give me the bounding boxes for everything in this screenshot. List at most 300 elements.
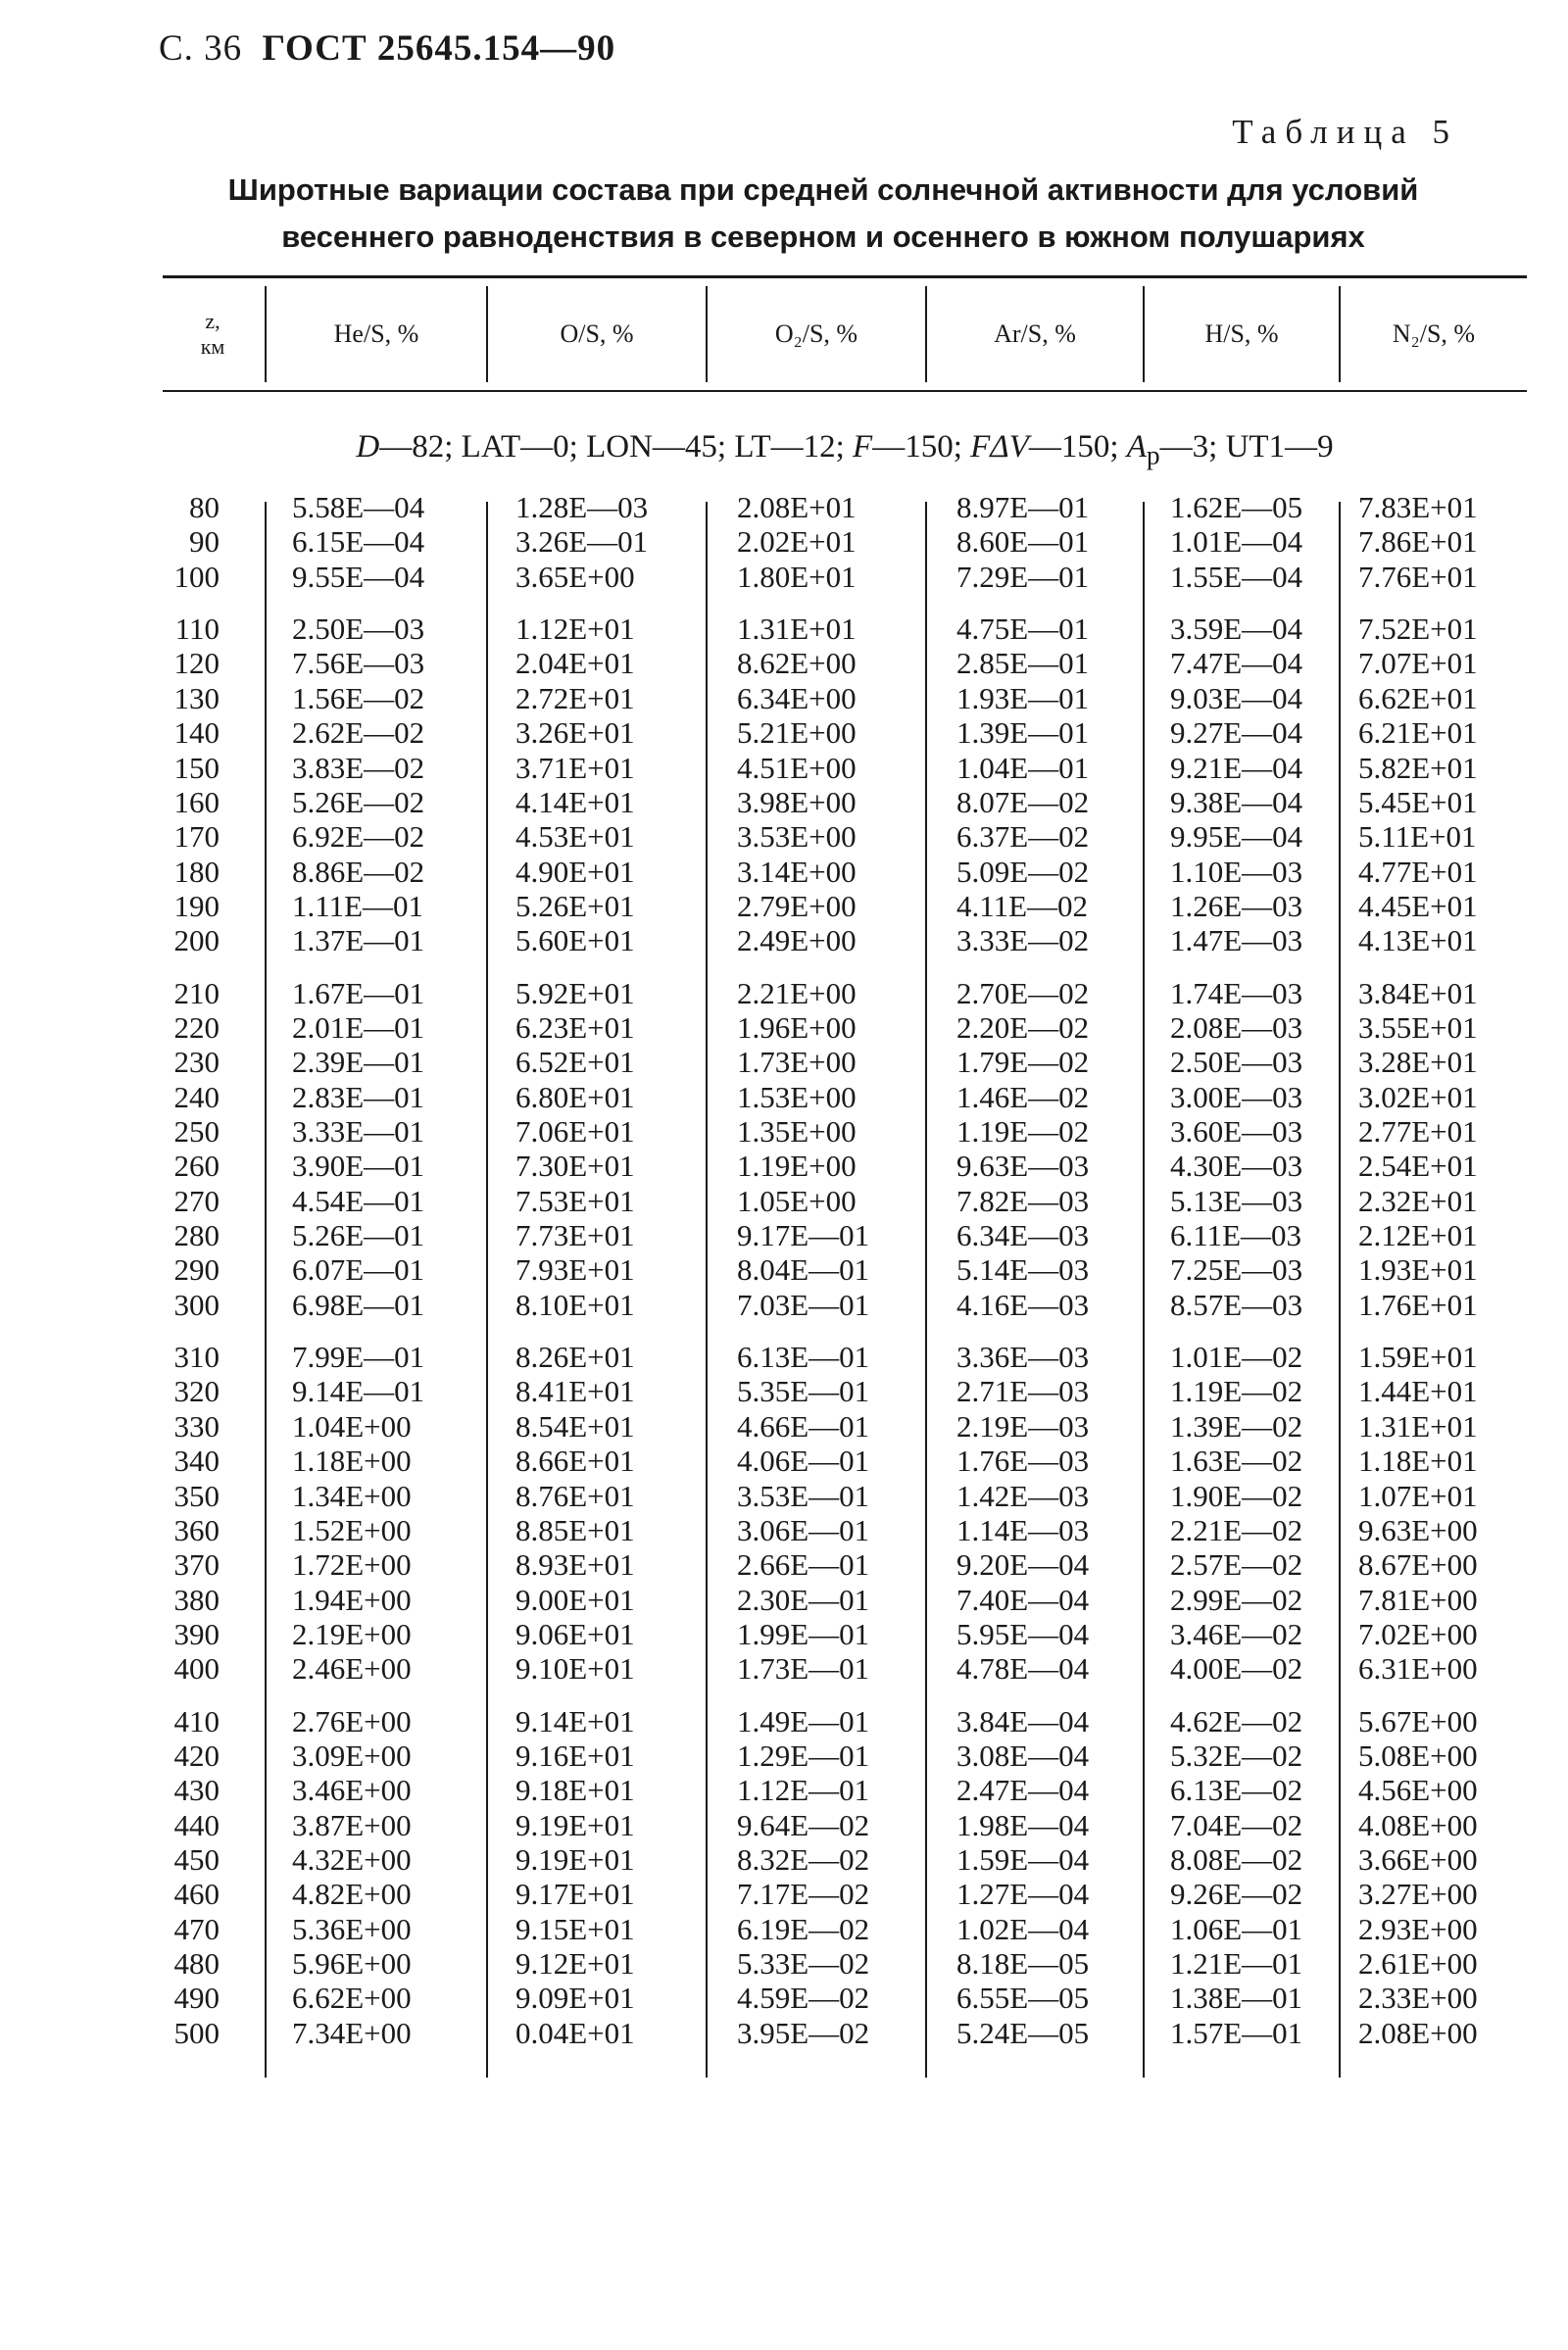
o-cell: 8.66E+01 <box>515 1444 635 1479</box>
n2-cell: 5.11E+01 <box>1358 819 1477 855</box>
o2-cell: 7.03E—01 <box>737 1287 870 1322</box>
table-row <box>163 785 1527 819</box>
table-row <box>163 560 1527 594</box>
altitude-cell: 460 <box>173 1877 220 1912</box>
h-cell: 3.46E—02 <box>1170 1616 1303 1651</box>
ar-cell: 2.47E—04 <box>956 1773 1090 1808</box>
ar-cell: 1.59E—04 <box>956 1842 1090 1877</box>
h-cell: 1.01E—04 <box>1170 524 1303 560</box>
altitude-cell: 480 <box>173 1946 220 1981</box>
n2-cell: 7.02E+00 <box>1358 1616 1478 1651</box>
altitude-cell: 230 <box>173 1045 220 1080</box>
altitude-cell: 430 <box>173 1773 220 1808</box>
o2-cell: 6.34E+00 <box>737 680 857 715</box>
altitude-cell: 490 <box>173 1981 220 2016</box>
he-cell: 8.86E—02 <box>292 854 425 889</box>
altitude-cell: 410 <box>173 1703 220 1738</box>
altitude-cell: 400 <box>173 1651 220 1687</box>
h-cell: 1.55E—04 <box>1170 559 1303 594</box>
n2-cell: 2.61E+00 <box>1358 1946 1478 1981</box>
o-cell: 9.14E+01 <box>515 1703 635 1738</box>
h-cell: 1.63E—02 <box>1170 1444 1303 1479</box>
ar-cell: 1.93E—01 <box>956 680 1090 715</box>
param-ap-value: —3; UT1—9 <box>1159 429 1334 465</box>
altitude-cell: 280 <box>173 1218 220 1252</box>
o2-cell: 1.31E+01 <box>737 612 857 647</box>
n2-cell: 6.62E+01 <box>1358 680 1478 715</box>
param-ap-label: A <box>1126 429 1147 465</box>
table-row <box>163 889 1527 923</box>
altitude-cell: 160 <box>173 784 220 819</box>
table-row <box>163 524 1527 559</box>
o2-cell: 2.49E+00 <box>737 923 857 958</box>
o-cell: 8.26E+01 <box>515 1340 635 1375</box>
n2-cell: 2.33E+00 <box>1358 1981 1478 2016</box>
ar-cell: 8.97E—01 <box>956 490 1090 524</box>
he-cell: 6.07E—01 <box>292 1252 425 1288</box>
altitude-cell: 80 <box>189 490 220 524</box>
o2-cell: 4.59E—02 <box>737 1981 870 2016</box>
ar-cell: 5.14E—03 <box>956 1252 1090 1288</box>
o-cell: 9.15E+01 <box>515 1911 635 1946</box>
o2-cell: 6.19E—02 <box>737 1911 870 1946</box>
o2-cell: 3.98E+00 <box>737 784 857 819</box>
o-cell: 3.26E+01 <box>515 715 635 751</box>
ar-cell: 3.84E—04 <box>956 1703 1090 1738</box>
he-cell: 2.62E—02 <box>292 715 425 751</box>
n2-cell: 2.12E+01 <box>1358 1218 1478 1252</box>
h-cell: 9.26E—02 <box>1170 1877 1303 1912</box>
h-cell: 2.50E—03 <box>1170 1045 1303 1080</box>
altitude-cell: 180 <box>173 854 220 889</box>
o-cell: 8.85E+01 <box>515 1512 635 1547</box>
ar-cell: 3.36E—03 <box>956 1340 1090 1375</box>
ar-cell: 4.16E—03 <box>956 1287 1090 1322</box>
ar-cell: 2.70E—02 <box>956 975 1090 1010</box>
o-cell: 7.73E+01 <box>515 1218 635 1252</box>
table-row <box>163 1045 1527 1079</box>
ar-cell: 4.78E—04 <box>956 1651 1090 1687</box>
altitude-cell: 350 <box>173 1478 220 1513</box>
param-d-value: —82; LAT—0; LON—45; LT—12; <box>379 429 854 465</box>
ar-cell: 7.40E—04 <box>956 1582 1090 1617</box>
ar-cell: 8.18E—05 <box>956 1946 1090 1981</box>
o-cell: 1.28E—03 <box>515 490 649 524</box>
h-cell: 9.95E—04 <box>1170 819 1303 855</box>
o2-cell: 7.17E—02 <box>737 1877 870 1912</box>
n2-cell: 4.77E+01 <box>1358 854 1478 889</box>
h-cell: 4.62E—02 <box>1170 1703 1303 1738</box>
o-cell: 2.72E+01 <box>515 680 635 715</box>
he-cell: 6.15E—04 <box>292 524 425 560</box>
ar-cell: 1.79E—02 <box>956 1045 1090 1080</box>
table-row <box>163 1704 1527 1738</box>
n2-cell: 1.93E+01 <box>1358 1252 1478 1288</box>
altitude-cell: 440 <box>173 1807 220 1842</box>
table-row <box>163 1513 1527 1547</box>
table-row <box>163 1374 1527 1408</box>
o-cell: 4.53E+01 <box>515 819 635 855</box>
he-cell: 6.92E—02 <box>292 819 425 855</box>
table-row <box>163 1184 1527 1218</box>
o2-cell: 9.17E—01 <box>737 1218 870 1252</box>
o-cell: 9.06E+01 <box>515 1616 635 1651</box>
o2-cell: 2.21E+00 <box>737 975 857 1010</box>
n2-cell: 3.28E+01 <box>1358 1045 1478 1080</box>
n2-cell: 7.76E+01 <box>1358 559 1478 594</box>
table-header-row <box>163 278 1527 390</box>
table-number: Таблица 5 <box>1232 113 1458 151</box>
h-cell: 9.03E—04 <box>1170 680 1303 715</box>
o-cell: 0.04E+01 <box>515 2015 635 2050</box>
h-cell: 9.21E—04 <box>1170 750 1303 785</box>
o2-cell: 1.80E+01 <box>737 559 857 594</box>
ar-cell: 5.95E—04 <box>956 1616 1090 1651</box>
he-cell: 3.83E—02 <box>292 750 425 785</box>
n2-cell: 2.08E+00 <box>1358 2015 1478 2050</box>
table-row <box>163 646 1527 680</box>
table-row <box>163 1288 1527 1322</box>
o-cell: 9.10E+01 <box>515 1651 635 1687</box>
h-cell: 2.08E—03 <box>1170 1009 1303 1045</box>
h-cell: 2.99E—02 <box>1170 1582 1303 1617</box>
h-cell: 3.59E—04 <box>1170 612 1303 647</box>
table-row <box>163 1946 1527 1981</box>
table-row <box>163 1444 1527 1478</box>
ar-cell: 6.55E—05 <box>956 1981 1090 2016</box>
o2-cell: 1.35E+00 <box>737 1114 857 1149</box>
table-row <box>163 819 1527 854</box>
altitude-cell: 300 <box>173 1287 220 1322</box>
o2-cell: 9.64E—02 <box>737 1807 870 1842</box>
altitude-cell: 250 <box>173 1114 220 1149</box>
param-ap-subscript: p <box>1146 439 1160 470</box>
altitude-cell: 420 <box>173 1738 220 1773</box>
h-cell: 7.04E—02 <box>1170 1807 1303 1842</box>
o-cell: 9.16E+01 <box>515 1738 635 1773</box>
he-cell: 2.76E+00 <box>292 1703 412 1738</box>
ar-cell: 8.60E—01 <box>956 524 1090 560</box>
table-title-line1: Широтные вариации состава при средней солнечной активности для условий <box>227 172 1419 207</box>
n2-cell: 5.45E+01 <box>1358 784 1478 819</box>
o2-cell: 4.06E—01 <box>737 1444 870 1479</box>
param-f-label: F <box>853 429 873 465</box>
ar-cell: 9.63E—03 <box>956 1149 1090 1184</box>
he-cell: 1.67E—01 <box>292 975 425 1010</box>
altitude-cell: 210 <box>173 975 220 1010</box>
o-cell: 9.09E+01 <box>515 1981 635 2016</box>
ar-cell: 1.19E—02 <box>956 1114 1090 1149</box>
table-row <box>163 1218 1527 1252</box>
altitude-cell: 120 <box>173 646 220 681</box>
o-cell: 5.26E+01 <box>515 888 635 923</box>
n2-cell: 3.02E+01 <box>1358 1079 1478 1114</box>
table-row <box>163 490 1527 524</box>
altitude-cell: 290 <box>173 1252 220 1288</box>
he-cell: 2.39E—01 <box>292 1045 425 1080</box>
altitude-cell: 100 <box>173 559 220 594</box>
ar-cell: 1.42E—03 <box>956 1478 1090 1513</box>
o-cell: 8.41E+01 <box>515 1374 635 1409</box>
he-cell: 3.87E+00 <box>292 1807 412 1842</box>
table-row <box>163 976 1527 1010</box>
he-cell: 4.32E+00 <box>292 1842 412 1877</box>
h-cell: 2.21E—02 <box>1170 1512 1303 1547</box>
o2-cell: 2.66E—01 <box>737 1547 870 1583</box>
param-fdv-value: —150; <box>1028 429 1127 465</box>
altitude-cell: 380 <box>173 1582 220 1617</box>
n2-cell: 4.45E+01 <box>1358 888 1478 923</box>
n2-cell: 7.07E+01 <box>1358 646 1478 681</box>
table-row <box>163 1583 1527 1617</box>
o2-cell: 5.35E—01 <box>737 1374 870 1409</box>
table-row <box>163 1617 1527 1651</box>
o2-cell: 4.66E—01 <box>737 1408 870 1444</box>
o-cell: 8.93E+01 <box>515 1547 635 1583</box>
altitude-cell: 270 <box>173 1183 220 1218</box>
altitude-cell: 500 <box>173 2015 220 2050</box>
he-cell: 3.46E+00 <box>292 1773 412 1808</box>
he-cell: 1.94E+00 <box>292 1582 412 1617</box>
n2-cell: 4.56E+00 <box>1358 1773 1478 1808</box>
o2-cell: 2.30E—01 <box>737 1582 870 1617</box>
table-row <box>163 1773 1527 1807</box>
o2-cell: 1.99E—01 <box>737 1616 870 1651</box>
he-cell: 1.04E+00 <box>292 1408 412 1444</box>
ar-cell: 1.46E—02 <box>956 1079 1090 1114</box>
altitude-cell: 170 <box>173 819 220 855</box>
column-header-z-unit: км <box>200 334 225 359</box>
h-cell: 2.57E—02 <box>1170 1547 1303 1583</box>
column-header-n2: N₂/S, % <box>1392 319 1476 348</box>
ar-cell: 7.82E—03 <box>956 1183 1090 1218</box>
he-cell: 2.19E+00 <box>292 1616 412 1651</box>
he-cell: 1.56E—02 <box>292 680 425 715</box>
altitude-cell: 130 <box>173 680 220 715</box>
he-cell: 1.37E—01 <box>292 923 425 958</box>
he-cell: 1.52E+00 <box>292 1512 412 1547</box>
altitude-cell: 320 <box>173 1374 220 1409</box>
o2-cell: 2.79E+00 <box>737 888 857 923</box>
h-cell: 1.26E—03 <box>1170 888 1303 923</box>
o2-cell: 3.53E+00 <box>737 819 857 855</box>
table-row <box>163 923 1527 957</box>
o-cell: 6.80E+01 <box>515 1079 635 1114</box>
n2-cell: 7.83E+01 <box>1358 490 1478 524</box>
o2-cell: 1.29E—01 <box>737 1738 870 1773</box>
table-title-line2: весеннего равноденствия в северном и осеннего в южном полушариях <box>281 220 1365 254</box>
table-row <box>163 1114 1527 1149</box>
table-row <box>163 1340 1527 1374</box>
he-cell: 6.98E—01 <box>292 1287 425 1322</box>
n2-cell: 6.31E+00 <box>1358 1651 1478 1687</box>
h-cell: 1.90E—02 <box>1170 1478 1303 1513</box>
ar-cell: 9.20E—04 <box>956 1547 1090 1583</box>
h-cell: 6.11E—03 <box>1170 1218 1302 1252</box>
table-row <box>163 1808 1527 1842</box>
n2-cell: 2.54E+01 <box>1358 1149 1478 1184</box>
n2-cell: 4.13E+01 <box>1358 923 1478 958</box>
h-cell: 7.25E—03 <box>1170 1252 1303 1288</box>
param-fdv-label: FΔV <box>970 429 1029 465</box>
h-cell: 3.00E—03 <box>1170 1079 1303 1114</box>
o2-cell: 5.21E+00 <box>737 715 857 751</box>
o-cell: 3.26E—01 <box>515 524 649 560</box>
ar-cell: 1.02E—04 <box>956 1911 1090 1946</box>
o2-cell: 6.13E—01 <box>737 1340 870 1375</box>
altitude-cell: 390 <box>173 1616 220 1651</box>
table-row <box>163 1912 1527 1946</box>
ar-cell: 2.20E—02 <box>956 1009 1090 1045</box>
column-header-ar: Ar/S, % <box>994 319 1076 348</box>
h-cell: 1.06E—01 <box>1170 1911 1303 1946</box>
he-cell: 2.50E—03 <box>292 612 425 647</box>
h-cell: 6.13E—02 <box>1170 1773 1303 1808</box>
altitude-cell: 110 <box>174 612 220 647</box>
ar-cell: 5.09E—02 <box>956 854 1090 889</box>
column-header-he: He/S, % <box>333 319 419 348</box>
n2-cell: 1.07E+01 <box>1358 1478 1478 1513</box>
ar-cell: 8.07E—02 <box>956 784 1090 819</box>
altitude-cell: 470 <box>173 1911 220 1946</box>
table-row <box>163 1651 1527 1686</box>
conditions-line <box>163 429 1527 471</box>
o-cell: 6.52E+01 <box>515 1045 635 1080</box>
n2-cell: 7.52E+01 <box>1358 612 1478 647</box>
n2-cell: 1.76E+01 <box>1358 1287 1478 1322</box>
altitude-cell: 190 <box>173 888 220 923</box>
altitude-cell: 220 <box>173 1009 220 1045</box>
ar-cell: 6.37E—02 <box>956 819 1090 855</box>
o2-cell: 1.73E+00 <box>737 1045 857 1080</box>
h-cell: 9.27E—04 <box>1170 715 1303 751</box>
n2-cell: 3.55E+01 <box>1358 1009 1478 1045</box>
he-cell: 5.58E—04 <box>292 490 425 524</box>
he-cell: 4.82E+00 <box>292 1877 412 1912</box>
o-cell: 2.04E+01 <box>515 646 635 681</box>
he-cell: 1.72E+00 <box>292 1547 412 1583</box>
n2-cell: 6.21E+01 <box>1358 715 1478 751</box>
h-cell: 9.38E—04 <box>1170 784 1303 819</box>
column-header-o2: O₂/S, % <box>774 319 858 348</box>
o2-cell: 1.19E+00 <box>737 1149 857 1184</box>
o2-cell: 5.33E—02 <box>737 1946 870 1981</box>
h-cell: 4.30E—03 <box>1170 1149 1303 1184</box>
n2-cell: 5.67E+00 <box>1358 1703 1478 1738</box>
o-cell: 1.12E+01 <box>515 612 635 647</box>
table-row <box>163 715 1527 750</box>
table-row <box>163 1981 1527 2015</box>
ar-cell: 1.14E—03 <box>956 1512 1090 1547</box>
he-cell: 7.56E—03 <box>292 646 425 681</box>
altitude-cell: 240 <box>173 1079 220 1114</box>
n2-cell: 4.08E+00 <box>1358 1807 1478 1842</box>
h-cell: 1.47E—03 <box>1170 923 1303 958</box>
param-f-value: —150; <box>872 429 971 465</box>
n2-cell: 9.63E+00 <box>1358 1512 1478 1547</box>
column-header-z <box>163 278 263 390</box>
o-cell: 9.19E+01 <box>515 1842 635 1877</box>
page-header <box>159 27 615 70</box>
table-row <box>163 1409 1527 1444</box>
altitude-cell: 310 <box>173 1340 220 1375</box>
o2-cell: 1.96E+00 <box>737 1009 857 1045</box>
n2-cell: 2.32E+01 <box>1358 1183 1478 1218</box>
he-cell: 2.46E+00 <box>292 1651 412 1687</box>
n2-cell: 3.27E+00 <box>1358 1877 1478 1912</box>
o2-cell: 1.12E—01 <box>737 1773 870 1808</box>
o2-cell: 3.06E—01 <box>737 1512 870 1547</box>
h-cell: 5.32E—02 <box>1170 1738 1303 1773</box>
h-cell: 1.57E—01 <box>1170 2015 1303 2050</box>
o-cell: 9.18E+01 <box>515 1773 635 1808</box>
h-cell: 1.21E—01 <box>1170 1946 1303 1981</box>
he-cell: 7.99E—01 <box>292 1340 425 1375</box>
h-cell: 1.01E—02 <box>1170 1340 1303 1375</box>
he-cell: 2.01E—01 <box>292 1009 425 1045</box>
he-cell: 5.26E—01 <box>292 1218 425 1252</box>
ar-cell: 3.08E—04 <box>956 1738 1090 1773</box>
o-cell: 5.60E+01 <box>515 923 635 958</box>
table-row <box>163 1479 1527 1513</box>
o-cell: 6.23E+01 <box>515 1009 635 1045</box>
page-number: С. 36 <box>159 28 243 69</box>
he-cell: 3.09E+00 <box>292 1738 412 1773</box>
o2-cell: 1.49E—01 <box>737 1703 870 1738</box>
altitude-cell: 370 <box>173 1547 220 1583</box>
o2-cell: 8.04E—01 <box>737 1252 870 1288</box>
ar-cell: 1.76E—03 <box>956 1444 1090 1479</box>
he-cell: 5.96E+00 <box>292 1946 412 1981</box>
table-row <box>163 1547 1527 1582</box>
he-cell: 4.54E—01 <box>292 1183 425 1218</box>
he-cell: 3.33E—01 <box>292 1114 425 1149</box>
he-cell: 1.11E—01 <box>292 888 424 923</box>
n2-cell: 7.81E+00 <box>1358 1582 1478 1617</box>
altitude-cell: 140 <box>173 715 220 751</box>
ar-cell: 6.34E—03 <box>956 1218 1090 1252</box>
ar-cell: 5.24E—05 <box>956 2015 1090 2050</box>
n2-cell: 1.31E+01 <box>1358 1408 1478 1444</box>
o-cell: 9.19E+01 <box>515 1807 635 1842</box>
n2-cell: 1.44E+01 <box>1358 1374 1478 1409</box>
h-cell: 1.10E—03 <box>1170 854 1303 889</box>
column-header-z-symbol: z, <box>205 309 220 333</box>
o2-cell: 1.05E+00 <box>737 1183 857 1218</box>
he-cell: 6.62E+00 <box>292 1981 412 2016</box>
h-cell: 4.00E—02 <box>1170 1651 1303 1687</box>
o2-cell: 8.32E—02 <box>737 1842 870 1877</box>
he-cell: 5.36E+00 <box>292 1911 412 1946</box>
o-cell: 4.90E+01 <box>515 854 635 889</box>
n2-cell: 3.66E+00 <box>1358 1842 1478 1877</box>
he-cell: 5.26E—02 <box>292 784 425 819</box>
h-cell: 1.62E—05 <box>1170 490 1303 524</box>
ar-cell: 1.98E—04 <box>956 1807 1090 1842</box>
o-cell: 8.10E+01 <box>515 1287 635 1322</box>
h-cell: 5.13E—03 <box>1170 1183 1303 1218</box>
o-cell: 9.17E+01 <box>515 1877 635 1912</box>
he-cell: 3.90E—01 <box>292 1149 425 1184</box>
table-row <box>163 1252 1527 1287</box>
o-cell: 7.30E+01 <box>515 1149 635 1184</box>
o-cell: 8.76E+01 <box>515 1478 635 1513</box>
h-cell: 8.57E—03 <box>1170 1287 1303 1322</box>
he-cell: 9.55E—04 <box>292 559 425 594</box>
ar-cell: 2.71E—03 <box>956 1374 1090 1409</box>
altitude-cell: 90 <box>189 524 220 560</box>
o2-cell: 1.73E—01 <box>737 1651 870 1687</box>
